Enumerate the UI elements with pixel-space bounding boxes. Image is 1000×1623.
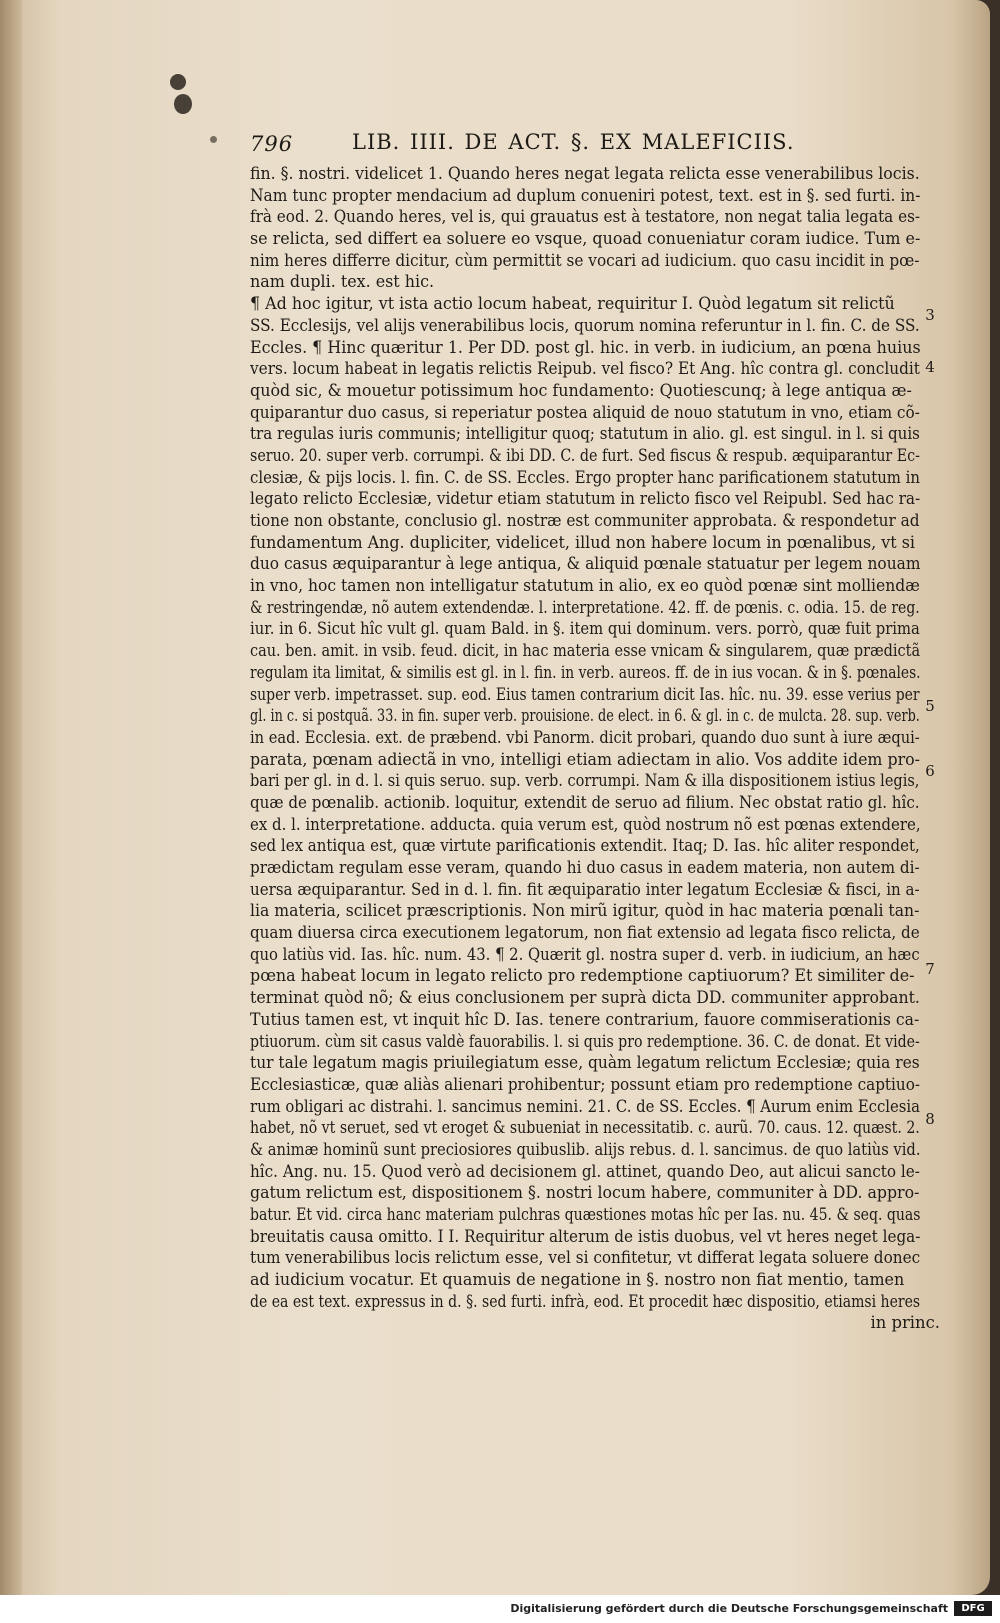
text-line: hîc. Ang. nu. 15. Quod verò ad decisionem gl. attinet, quando Deo, aut alicui sancto le- xyxy=(250,1161,920,1181)
text-line: duo casus æquiparantur à lege antiqua, & aliquid pœnale statuatur per legem nouam xyxy=(250,554,921,574)
text-line: vers. locum habeat in legatis relictis Reipub. vel fisco? Et Ang. hîc contra gl. concludit xyxy=(250,359,920,379)
text-line: nam dupli. tex. est hic. xyxy=(250,272,435,292)
text-line: Ecclesiasticæ, quæ aliàs alienari prohibentur; possunt etiam pro redemptione captiuo- xyxy=(250,1074,921,1094)
text-line: uersa æquiparantur. Sed in d. l. fin. fit æquiparatio inter legatum Ecclesiæ & fisci, in a- xyxy=(250,879,920,899)
ink-stain xyxy=(210,136,217,143)
text-line: lia materia, scilicet præscriptionis. Non mirũ igitur, quòd in hac materia pœnali tan- xyxy=(250,901,920,921)
text-line: in ead. Ecclesia. ext. de præbend. vbi Panorm. dicit probari, quando duo sunt à iure æqui- xyxy=(250,727,920,747)
page-gutter xyxy=(0,0,22,1595)
text-line: tum venerabilibus locis relictum esse, vel si confitetur, vt differat legata soluere donec xyxy=(250,1248,921,1268)
text-line: regulam ita limitat, & similis est gl. in l. fin. in verb. aureos. ff. de in ius vocan. & in §. pœnales. xyxy=(250,662,921,682)
text-line: in princ. xyxy=(870,1313,940,1333)
ink-stain xyxy=(174,94,192,114)
margin-number-3: 3 xyxy=(925,306,935,324)
text-line: tur tale legatum magis priuilegiatum esse, quàm legatum relictum Ecclesiæ; quia res xyxy=(250,1053,920,1073)
text-line: tra regulas iuris communis; intelligitur quoq; statutum in alio. gl. est singul. in l. si quis xyxy=(250,424,920,444)
margin-number-4: 4 xyxy=(925,358,935,376)
text-line: super verb. impetrasset. sup. eod. Eius tamen contrarium dicit Ias. hîc. nu. 39. esse verius per xyxy=(250,684,920,704)
footer-bar xyxy=(0,1595,1000,1623)
text-line: breuitatis causa omitto. I I. Requiritur alterum de istis duobus, vel vt heres neget lega- xyxy=(250,1226,921,1246)
text-line: ex d. l. interpretatione. adducta. quia verum est, quòd nostrum nõ est pœnas extendere, xyxy=(250,814,921,834)
text-line: iur. in 6. Sicut hîc vult gl. quam Bald. in §. item qui dominum. vers. porrò, quæ fuit prima xyxy=(250,619,920,639)
text-line: nim heres differre dicitur, cùm permittit se vocari ad iudicium. quo casu incidit in pœ- xyxy=(250,250,920,270)
running-title: LIB. IIII. DE ACT. §. EX MALEFICIIS. xyxy=(352,130,795,154)
margin-number-5: 5 xyxy=(925,697,935,715)
page-number: 796 xyxy=(250,132,294,156)
text-line: quòd sic, & mouetur potissimum hoc fundamento: Quotiescunq; à lege antiqua æ- xyxy=(250,380,912,400)
text-line: & animæ hominũ sunt preciosiores quibuslib. alijs rebus. d. l. sancimus. de quo latiùs vid. xyxy=(250,1139,921,1159)
margin-number-8: 8 xyxy=(925,1110,935,1128)
text-line: fin. §. nostri. videlicet 1. Quando heres negat legata relicta esse venerabilibus locis. xyxy=(250,164,920,183)
text-line: Nam tunc propter mendacium ad duplum conueniri potest, text. est in §. sed furti. in- xyxy=(250,185,921,205)
text-line: bari per gl. in d. l. si quis seruo. sup. verb. corrumpi. Nam & illa dispositionem istius legis, xyxy=(250,771,920,791)
text-line: prædictam regulam esse veram, quando hi duo casus in eadem materia, non autem di- xyxy=(250,858,920,877)
running-header xyxy=(250,130,930,160)
text-line: ptiuorum. cùm sit casus valdè fauorabilis. l. si quis pro redemptione. 36. C. de donat. Et vide- xyxy=(250,1031,920,1051)
text-line: habet, nõ vt seruet, sed vt eroget & subueniat in necessitatib. c. aurũ. 70. caus. 12. quæst. 2. xyxy=(250,1118,920,1138)
text-line: seruo. 20. super verb. corrumpi. & ibi DD. C. de furt. Sed fiscus & respub. æquiparantur Ec- xyxy=(250,445,920,465)
text-line: in vno, hoc tamen non intelligatur statutum in alio, ex eo quòd pœnæ sint molliendæ xyxy=(250,576,920,596)
text-line: terminat quòd nõ; & eius conclusionem per suprà dicta DD. communiter approbant. xyxy=(250,988,920,1008)
ink-stain xyxy=(170,74,186,90)
text-line: ad iudicium vocatur. Et quamuis de negatione in §. nostro non fiat mentio, tamen xyxy=(250,1270,905,1290)
text-line: batur. Et vid. circa hanc materiam pulchras quæstiones motas hîc per Ias. nu. 45. & seq. quas xyxy=(250,1205,921,1224)
text-line: gatum relictum est, dispositionem §. nostri locum habere, communiter à DD. appro- xyxy=(250,1183,920,1203)
text-line: quam diuersa circa executionem legatorum, non fiat extensio ad legata fisco relicta, de xyxy=(250,923,920,943)
text-line: se relicta, sed differt ea soluere eo vsque, quoad conueniatur coram iudice. Tum e- xyxy=(250,229,920,249)
text-line: sed lex antiqua est, quæ virtute parificationis extendit. Itaq; D. Ias. hîc aliter respondet, xyxy=(250,836,920,856)
text-line: quo latiùs vid. Ias. hîc. num. 43. ¶ 2. Quærit gl. nostra super d. verb. in iudicium, an hæc xyxy=(250,944,920,964)
text-line: rum obligari ac distrahi. l. sancimus nemini. 21. C. de SS. Eccles. ¶ Aurum enim Ecclesia xyxy=(250,1096,920,1116)
text-line: quiparantur duo casus, si reperiatur postea aliquid de nouo statutum in vno, etiam cõ- xyxy=(250,402,920,422)
funding-credit: Digitalisierung gefördert durch die Deutsche Forschungsgemeinschaft xyxy=(510,1602,948,1615)
text-line: fundamentum Ang. dupliciter, videlicet, illud non habere locum in pœnalibus, vt si xyxy=(250,532,915,552)
text-line: ¶ Ad hoc igitur, vt ista actio locum habeat, requiritur I. Quòd legatum sit relictũ xyxy=(250,294,895,314)
text-line: tione non obstante, conclusio gl. nostræ est communiter approbata. & respondetur ad xyxy=(250,511,920,530)
text-line: de ea est text. expressus in d. §. sed furti. infrà, eod. Et procedit hæc dispositio, etiamsi heres xyxy=(250,1291,921,1311)
margin-number-6: 6 xyxy=(925,762,935,780)
text-line: pœna habeat locum in legato relicto pro redemptione captiuorum? Et similiter de- xyxy=(250,966,915,986)
text-line: cau. ben. amit. in vsib. feud. dicit, in hac materia esse vnicam & singularem, quæ prædictã xyxy=(250,641,921,661)
text-body xyxy=(250,163,940,1334)
text-line: legato relicto Ecclesiæ, videtur etiam statutum in relicto fisco vel Reipubl. Sed hac ra- xyxy=(250,489,921,509)
text-line: Tutius tamen est, vt inquit hîc D. Ias. tenere contrarium, fauore commiserationis ca- xyxy=(250,1009,920,1029)
dfg-logo: DFG xyxy=(954,1601,992,1616)
text-line: Eccles. ¶ Hinc quæritur 1. Per DD. post gl. hic. in verb. in iudicium, an pœna huius xyxy=(250,337,921,357)
text-line: clesiæ, & pijs locis. l. fin. C. de SS. Eccles. Ergo propter hanc parificationem statutum in xyxy=(250,467,920,487)
margin-number-7: 7 xyxy=(925,960,935,978)
text-line: & restringendæ, nõ autem extendendæ. l. interpretatione. 42. ff. de pœnis. c. odia. 15. de reg. xyxy=(250,597,920,617)
text-line: gl. in c. si postquã. 33. in fin. super verb. prouisione. de elect. in 6. & gl. in c. de mulcta. 28. sup. verb. xyxy=(250,706,920,726)
text-line: SS. Ecclesijs, vel alijs venerabilibus locis, quorum nomina referuntur in l. fin. C. de SS. xyxy=(250,315,920,335)
text-line: parata, pœnam adiectã in vno, intelligi etiam adiectam in alio. Vos addite idem pro- xyxy=(250,749,920,769)
text-line: frà eod. 2. Quando heres, vel is, qui grauatus est à testatore, non negat talia legata es- xyxy=(250,207,921,227)
text-line: quæ de pœnalib. actionib. loquitur, extendit de seruo ad filium. Nec obstat ratio gl. hîc. xyxy=(250,792,920,812)
